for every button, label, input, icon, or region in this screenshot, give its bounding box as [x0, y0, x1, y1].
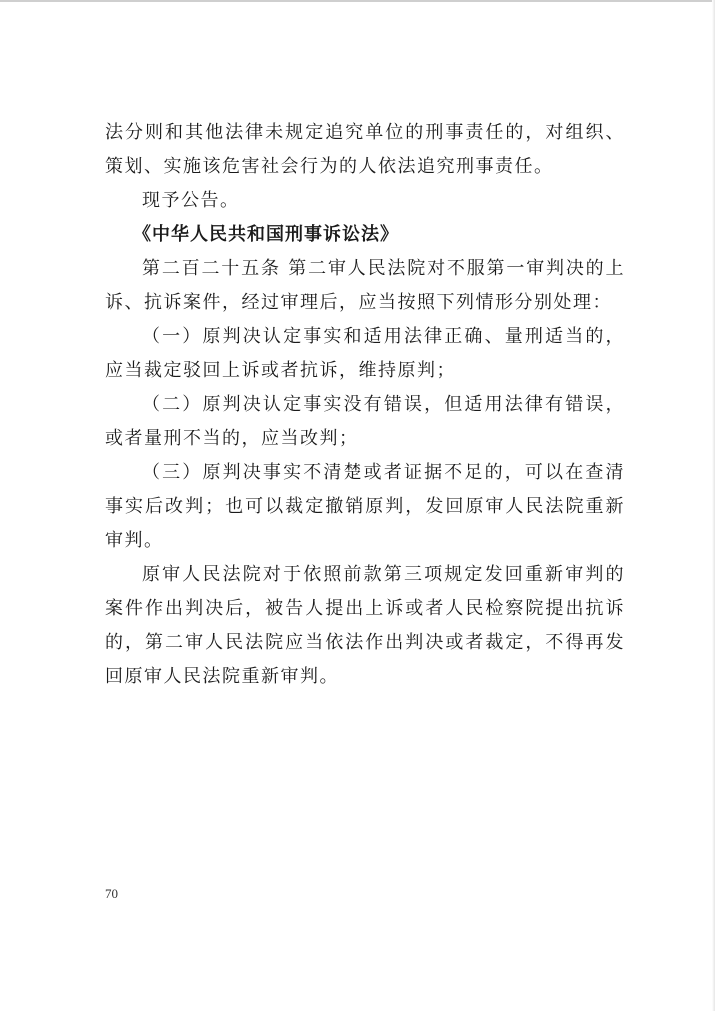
paragraph-item-1: （一）原判决认定事实和适用法律正确、量刑适当的，应当裁定驳回上诉或者抗诉，维持原判；	[105, 326, 625, 381]
paragraph-retrial-rule: 原审人民法院对于依照前款第三项规定发回重新审判的案件作出判决后，被告人提出上诉或者人民检察院提出抗诉的，第二审人民法院应当依法作出判决或者裁定，不得再发回原审人民法院重新审判。	[105, 564, 625, 687]
page-number: 70	[105, 886, 118, 901]
paragraph-article-225: 第二百二十五条 第二审人民法院对不服第一审判决的上诉、抗诉案件，经过审理后，应当按照下列情形分别处理：	[105, 258, 625, 313]
paragraph-item-2: （二）原判决认定事实没有错误，但适用法律有错误，或者量刑不当的，应当改判；	[105, 394, 625, 449]
document-body	[105, 116, 625, 694]
paragraph-continuation: 法分则和其他法律未规定追究单位的刑事责任的，对组织、策划、实施该危害社会行为的人依法追究刑事责任。	[105, 122, 625, 177]
section-heading: 《中华人民共和国刑事诉讼法》	[133, 224, 399, 245]
paragraph-announcement: 现予公告。	[142, 190, 240, 211]
top-scan-edge	[0, 0, 715, 2]
paragraph-item-3: （三）原判决事实不清楚或者证据不足的，可以在查清事实后改判；也可以裁定撤销原判，发回原审人民法院重新审判。	[105, 462, 625, 551]
